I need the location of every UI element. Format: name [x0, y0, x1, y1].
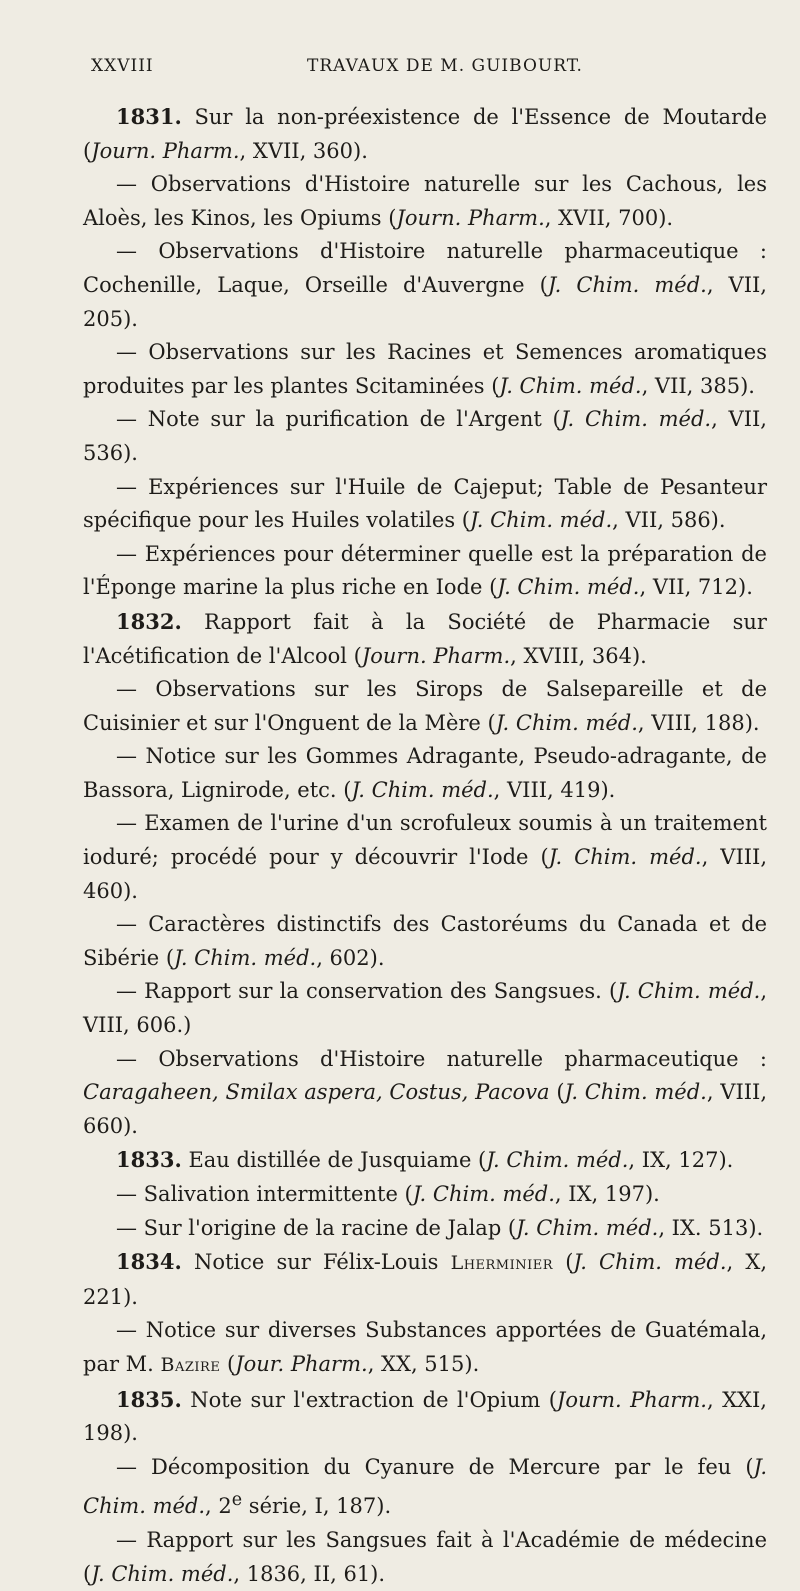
entry-jalap: — Sur l'origine de la racine de Jalap (J. Chim. méd., IX. 513). [116, 1215, 764, 1240]
entry-1832-acetification: 1832. Rapport fait à la Société de Pharmacie sur l'Acétification de l'Alcool (Journ. Pharm., XVIII, 364). [83, 608, 767, 668]
page-number: XXVIII [91, 56, 154, 76]
entry-1831-moutarde: 1831. Sur la non-préexistence de l'Essence de Moutarde (Journ. Pharm., XVII, 360). [83, 104, 767, 163]
entry-1834-lherminier: 1834. Notice sur Félix-Louis Lherminier (J. Chim. méd., X, 221). [83, 1249, 768, 1309]
bibliography-list [83, 100, 767, 1591]
entry-1833-jusquiame: 1833. Eau distillée de Jusquiame (J. Chim. méd., IX, 127). [116, 1147, 734, 1173]
entry-cyanure: — Décomposition du Cyanure de Mercure par le feu (J. Chim. méd., 2e série, I, 187). [83, 1454, 767, 1519]
entry-sangsues-academie: — Rapport sur les Sangsues fait à l'Académie de médecine (J. Chim. méd., 1836, II, 61). [83, 1527, 767, 1586]
entry-eponge: — Expériences pour déterminer quelle est la préparation de l'Éponge marine la plus riche en Iode (J. Chim. méd., VII, 712). [83, 541, 767, 600]
entry-cochenille: — Observations d'Histoire naturelle pharmaceutique : Cochenille, Laque, Orseille d'Auvergne (J. Chim. méd., VII, 205). [83, 239, 767, 331]
entry-scitaminees: — Observations sur les Racines et Semences aromatiques produites par les plantes Scitaminées (J. Chim. méd., VII, 385). [83, 340, 767, 398]
entry-year: 1832. [116, 608, 182, 634]
entry-sirops: — Observations sur les Sirops de Salsepareille et de Cuisinier et sur l'Onguent de la Mère (J. Chim. méd., VIII, 188). [83, 677, 767, 735]
entry-guatemala: — Notice sur diverses Substances apportées de Guatémala, par M. Bazire (Jour. Pharm., XX, 515). [83, 1318, 767, 1376]
entry-year: 1835. [116, 1386, 182, 1412]
entry-year: 1831. [116, 104, 182, 129]
entry-salivation: — Salivation intermittente (J. Chim. méd., IX, 197). [116, 1182, 660, 1206]
page-header [83, 56, 767, 90]
entry-gommes: — Notice sur les Gommes Adragante, Pseudo-adragante, de Bassora, Lignirode, etc. (J. Chim. méd., VIII, 419). [83, 744, 767, 802]
entry-sangsues-conservation: — Rapport sur la conservation des Sangsues. (J. Chim. méd., VIII, 606.) [83, 979, 768, 1038]
entry-castoreums: — Caractères distinctifs des Castoréums du Canada et de Sibérie (J. Chim. méd., 602). [83, 912, 767, 970]
entry-cachous: — Observations d'Histoire naturelle sur les Cachous, les Aloès, les Kinos, les Opiums (Journ. Pharm., XVII, 700). [83, 172, 767, 230]
entry-cajeput: — Expériences sur l'Huile de Cajeput; Table de Pesanteur spécifique pour les Huiles volatiles (J. Chim. méd., VII, 586). [83, 474, 767, 533]
entry-caragaheen: — Observations d'Histoire naturelle pharmaceutique : Caragaheen, Smilax aspera, Costus, Pacova (J. Chim. méd., VIII, 660). [83, 1046, 768, 1138]
entry-argent: — Note sur la purification de l'Argent (J. Chim. méd., VII, 536). [83, 407, 767, 465]
entry-1835-opium: 1835. Note sur l'extraction de l'Opium (Journ. Pharm., XXI, 198). [83, 1386, 767, 1446]
entry-urine: — Examen de l'urine d'un scrofuleux soumis à un traitement ioduré; procédé pour y découvrir l'Iode (J. Chim. méd., VIII, 460). [83, 811, 768, 903]
entry-year: 1833. [116, 1147, 182, 1173]
running-title: TRAVAUX DE M. GUIBOURT. [307, 56, 583, 76]
entry-year: 1834. [116, 1249, 182, 1275]
